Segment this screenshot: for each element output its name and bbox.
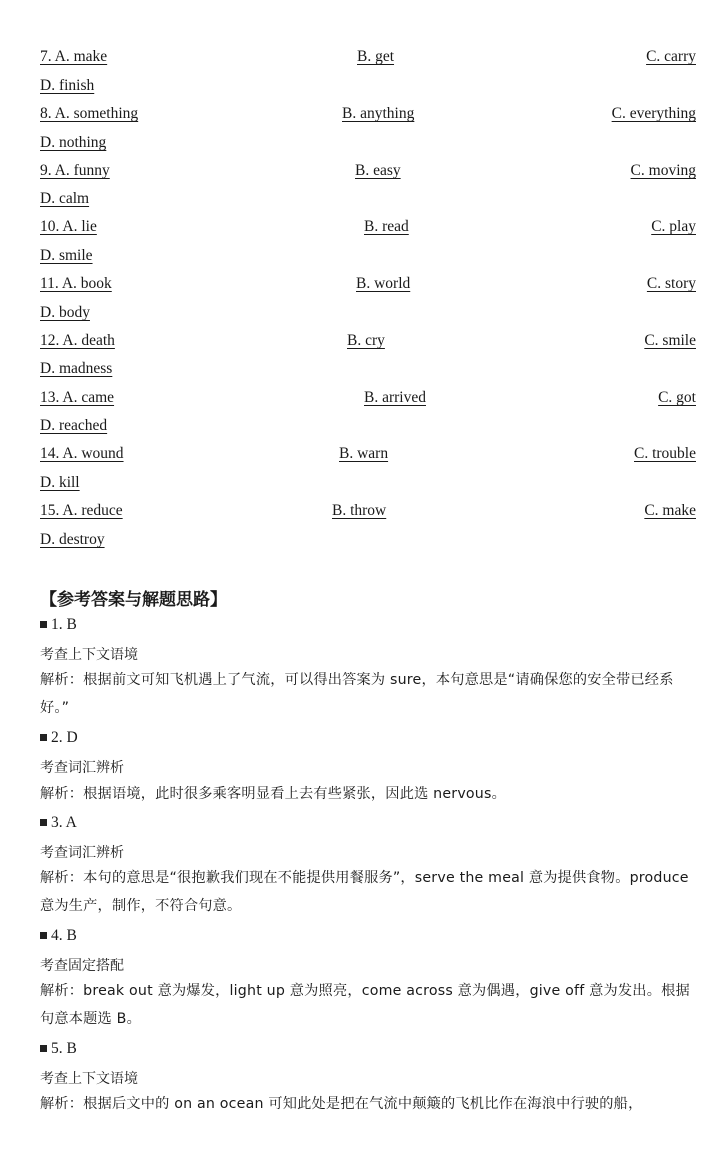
question-7-option-d: D. finish bbox=[40, 77, 95, 94]
answer-3-category: 考查词汇辨析 bbox=[40, 845, 124, 861]
question-11-row bbox=[40, 275, 696, 297]
square-bullet-icon bbox=[40, 1045, 47, 1052]
question-8-option-b: B. anything bbox=[342, 105, 415, 122]
question-11-option-b: B. world bbox=[356, 275, 411, 292]
question-9-option-a: 9. A. funny bbox=[40, 162, 110, 179]
question-13-option-c: C. got bbox=[658, 389, 696, 406]
question-7-option-a: 7. A. make bbox=[40, 48, 108, 65]
answer-3-explanation: 解析：本句的意思是“很抱歉我们现在不能提供用餐服务”，serve the meal 意为提供食物。produce 意为生产，制作，不符合句意。 bbox=[40, 870, 689, 914]
question-10-option-c: C. play bbox=[651, 218, 696, 235]
question-8-option-d: D. nothing bbox=[40, 134, 107, 151]
answer-2-explanation: 解析：根据语境，此时很多乘客明显看上去有些紧张，因此选 nervous。 bbox=[40, 786, 506, 802]
question-14-option-a: 14. A. wound bbox=[40, 445, 124, 462]
question-7-option-c: C. carry bbox=[646, 48, 696, 65]
question-12-option-a: 12. A. death bbox=[40, 332, 115, 349]
question-15-option-a: 15. A. reduce bbox=[40, 502, 123, 519]
question-10-row bbox=[40, 218, 696, 240]
question-9-option-d: D. calm bbox=[40, 190, 90, 207]
question-9-option-c: C. moving bbox=[630, 162, 696, 179]
question-8-option-a: 8. A. something bbox=[40, 105, 139, 122]
question-15-option-d: D. destroy bbox=[40, 531, 105, 548]
question-11-option-c: C. story bbox=[646, 275, 696, 292]
question-10-option-b: B. read bbox=[364, 218, 409, 235]
question-15-row bbox=[40, 502, 696, 524]
question-11-option-a: 11. A. book bbox=[40, 275, 112, 292]
answers-heading: 【参考答案与解题思路】 bbox=[40, 590, 227, 610]
square-bullet-icon bbox=[40, 932, 47, 939]
question-14-option-b: B. warn bbox=[339, 445, 389, 462]
question-13-option-d: D. reached bbox=[40, 417, 108, 434]
answer-4-label: 4. B bbox=[40, 927, 77, 945]
question-7-option-b: B. get bbox=[357, 48, 395, 65]
answer-3-label: 3. A bbox=[40, 814, 77, 832]
answer-1-explanation: 解析：根据前文可知飞机遇上了气流，可以得出答案为 sure，本句意思是“请确保您的安全带已经系好。” bbox=[40, 672, 674, 716]
answer-2-label: 2. D bbox=[40, 729, 78, 747]
answer-4-category: 考查固定搭配 bbox=[40, 958, 124, 974]
question-8-row bbox=[40, 105, 696, 127]
question-12-option-c: C. smile bbox=[644, 332, 696, 349]
answer-5-label: 5. B bbox=[40, 1040, 77, 1058]
square-bullet-icon bbox=[40, 621, 47, 628]
question-7-row bbox=[40, 48, 696, 70]
answer-2-category: 考查词汇辨析 bbox=[40, 760, 124, 776]
answer-1-category: 考查上下文语境 bbox=[40, 647, 138, 663]
answer-5-category: 考查上下文语境 bbox=[40, 1071, 138, 1087]
question-15-option-c: C. make bbox=[644, 502, 696, 519]
question-10-option-a: 10. A. lie bbox=[40, 218, 97, 235]
question-15-option-b: B. throw bbox=[332, 502, 387, 519]
answer-4-explanation: 解析：break out 意为爆发，light up 意为照亮，come across 意为偶遇，give off 意为发出。根据句意本题选 B。 bbox=[40, 983, 690, 1027]
question-8-option-c: C. everything bbox=[611, 105, 696, 122]
question-11-option-d: D. body bbox=[40, 304, 90, 321]
question-14-row bbox=[40, 445, 696, 467]
square-bullet-icon bbox=[40, 734, 47, 741]
question-13-option-a: 13. A. came bbox=[40, 389, 115, 406]
question-13-row bbox=[40, 389, 696, 411]
question-12-option-b: B. cry bbox=[347, 332, 385, 349]
question-14-option-d: D. kill bbox=[40, 474, 80, 491]
question-9-row bbox=[40, 162, 696, 184]
question-14-option-c: C. trouble bbox=[634, 445, 696, 462]
answer-5-explanation: 解析：根据后文中的 on an ocean 可知此处是把在气流中颠簸的飞机比作在海浪中行驶的船， bbox=[40, 1096, 643, 1112]
question-9-option-b: B. easy bbox=[355, 162, 401, 179]
answer-1-label: 1. B bbox=[40, 616, 77, 634]
question-13-option-b: B. arrived bbox=[364, 389, 426, 406]
question-12-row bbox=[40, 332, 696, 354]
square-bullet-icon bbox=[40, 819, 47, 826]
question-10-option-d: D. smile bbox=[40, 247, 93, 264]
question-12-option-d: D. madness bbox=[40, 360, 113, 377]
